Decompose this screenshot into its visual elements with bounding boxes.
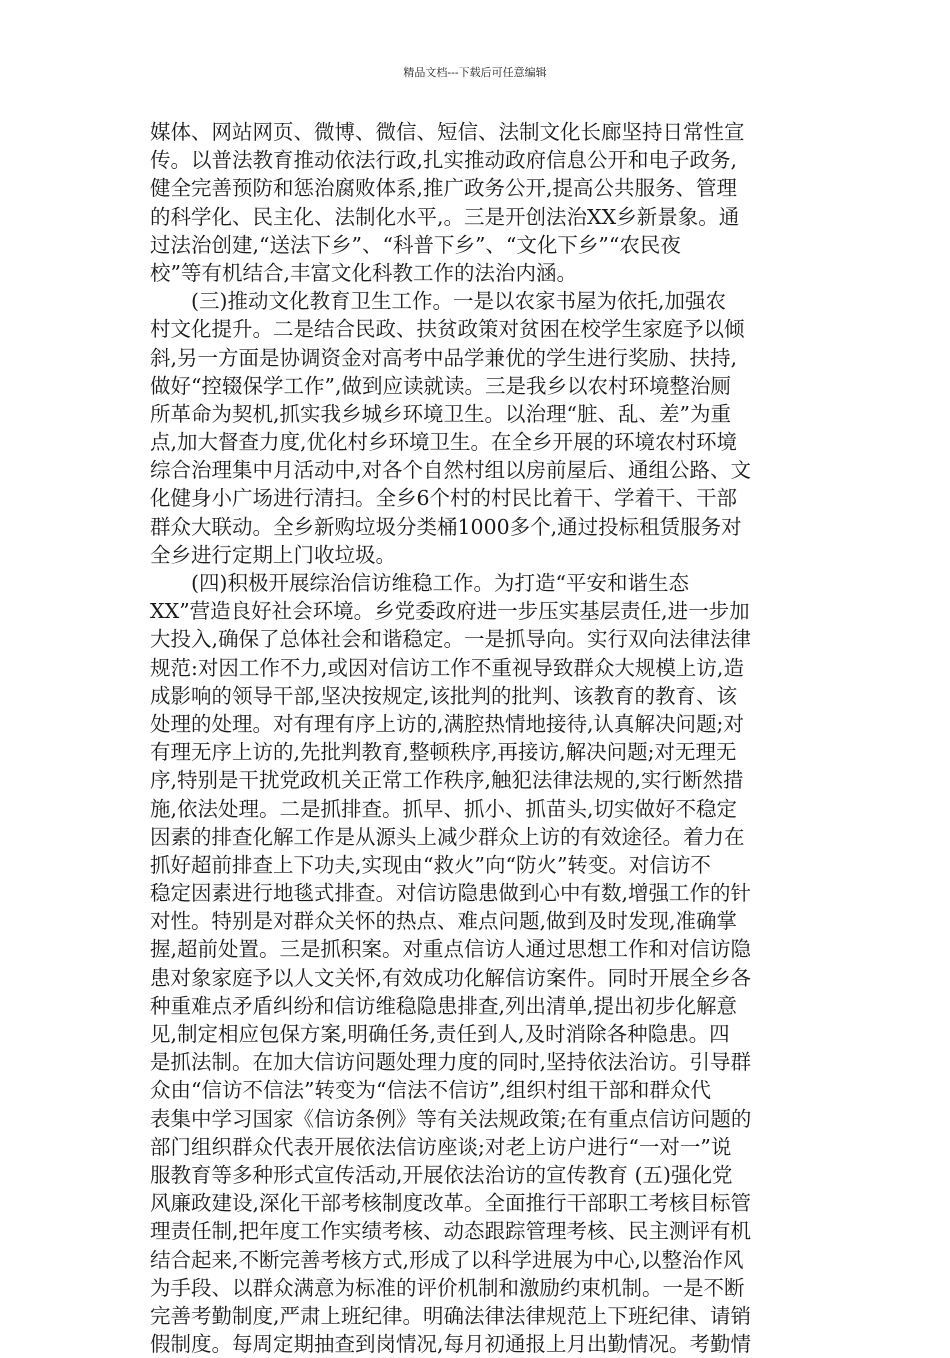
text-line: 抓好超前排查上下功夫,实现由“救火”向“防火”转变。对信访不	[150, 852, 711, 877]
text-line: 患对象家庭予以人文关怀,有效成功化解信访案件。同时开展全乡各	[150, 965, 752, 990]
page-header: 精品文档---下载后可任意编辑	[403, 66, 547, 79]
text-line: 的科学化、民主化、法制化水平,。三是开创法治XX乡新景象。通	[150, 204, 740, 229]
text-line: 点,加大督查力度,优化村乡环境卫生。在全乡开展的环境农村环境	[150, 430, 738, 455]
text-line: 媒体、网站网页、微博、微信、短信、法制文化长廊坚持日常性宣	[150, 120, 745, 144]
text-line: 稳定因素进行地毯式排查。对信访隐患做到心中有数,增强工作的针	[150, 881, 752, 906]
text-line: 有理无序上访的,先批判教育,整顿秩序,再接访,解决问题;对无理无	[150, 740, 737, 765]
text-line: 序,特别是干扰党政机关正常工作秩序,触犯法律法规的,实行断然措	[150, 768, 744, 793]
text-line: 种重难点矛盾纠纷和信访维稳隐患排查,列出清单,提出初步化解意	[150, 993, 738, 1018]
text-line: 部门组织群众代表开展依法信访座谈;对老上访户进行“一对一”说	[150, 1134, 732, 1159]
text-line: 处理的处理。对有理有序上访的,满腔热情地接待,认真解决问题;对	[150, 711, 744, 736]
text-line: 大投入,确保了总体社会和谐稳定。一是抓导向。实行双向法律法律	[150, 627, 752, 652]
text-line: 众由“信访不信法”转变为“信法不信访”,组织村组干部和群众代	[150, 1078, 711, 1103]
text-line: 施,依法处理。二是抓排查。抓早、抓小、抓苗头,切实做好不稳定	[150, 796, 738, 821]
text-line: 传。以普法教育推动依法行政,扎实推动政府信息公开和电子政务,	[150, 148, 738, 173]
text-line: 做好“控辍保学工作”,做到应读就读。三是我乡以农村环境整治厕	[150, 373, 731, 398]
text-line: 表集中学习国家《信访条例》等有关法规政策;在有重点信访问题的	[150, 1106, 752, 1131]
text-line: 见,制定相应包保方案,明确任务,责任到人,及时消除各种隐患。四	[150, 1022, 730, 1046]
text-line: 村文化提升。二是结合民政、扶贫政策对贫困在校学生家庭予以倾	[150, 317, 745, 342]
document-body	[150, 118, 804, 1358]
text-line: 理责任制,把年度工作实绩考核、动态跟踪管理考核、民主测评有机	[150, 1219, 752, 1244]
text-line: 规范:对因工作不力,或因对信访工作不重视导致群众大规模上访,造	[150, 655, 744, 680]
text-line: 假制度。每周定期抽查到岗情况,每月初通报上月出勤情况。考勤情	[150, 1332, 752, 1357]
text-line: 斜,另一方面是协调资金对高考中品学兼优的学生进行奖励、扶持,	[150, 345, 738, 370]
text-line: 所革命为契机,抓实我乡城乡环境卫生。以治理“脏、乱、差”为重	[150, 401, 731, 426]
text-line: 综合治理集中月活动中,对各个自然村组以房前屋后、通组公路、文	[150, 458, 752, 483]
text-line: 对性。特别是对群众关怀的热点、难点问题,做到及时发现,准确掌	[150, 909, 738, 934]
paragraph-first-line: (四)积极开展综治信访维稳工作。为打造“平安和谐生态	[191, 571, 689, 595]
text-line: 服教育等多种形式宣传活动,开展依法治访的宣传教育 (五)强化党	[150, 1162, 733, 1187]
text-line: 过法治创建,“送法下乡”、“科普下乡”、“文化下乡”“农民夜	[150, 232, 681, 257]
text-line: XX”营造良好社会环境。乡党委政府进一步压实基层责任,进一步加	[150, 599, 750, 624]
text-line: 因素的排查化解工作是从源头上减少群众上访的有效途径。着力在	[150, 824, 745, 849]
text-line: 校”等有机结合,丰富文化科教工作的法治内涵。	[150, 260, 577, 285]
text-line: 群众大联动。全乡新购垃圾分类桶1000多个,通过投标租赁服务对	[150, 514, 742, 539]
text-line: 是抓法制。在加大信访问题处理力度的同时,坚持依法治访。引导群	[150, 1050, 752, 1075]
text-line: 完善考勤制度,严肃上班纪律。明确法律法律规范上下班纪律、请销	[150, 1303, 752, 1328]
text-line: 全乡进行定期上门收垃圾。	[150, 542, 396, 567]
text-line: 为手段、以群众满意为标准的评价机制和激励约束机制。一是不断	[150, 1275, 745, 1300]
text-line: 风廉政建设,深化干部考核制度改革。全面推行干部职工考核目标管	[150, 1191, 752, 1216]
text-line: 健全完善预防和惩治腐败体系,推广政务公开,提高公共服务、管理	[150, 176, 738, 201]
text-line: 成影响的领导干部,坚决按规定,该批判的批判、该教育的教育、该	[150, 683, 738, 708]
paragraph-first-line: (三)推动文化教育卫生工作。一是以农家书屋为依托,加强农	[191, 289, 727, 314]
text-line: 结合起来,不断完善考核方式,形成了以科学进展为中心,以整治作风	[150, 1247, 744, 1272]
text-line: 握,超前处置。三是抓积案。对重点信访人通过思想工作和对信访隐	[150, 937, 752, 962]
text-line: 化健身小广场进行清扫。全乡6个村的村民比着干、学着干、干部	[150, 486, 738, 511]
